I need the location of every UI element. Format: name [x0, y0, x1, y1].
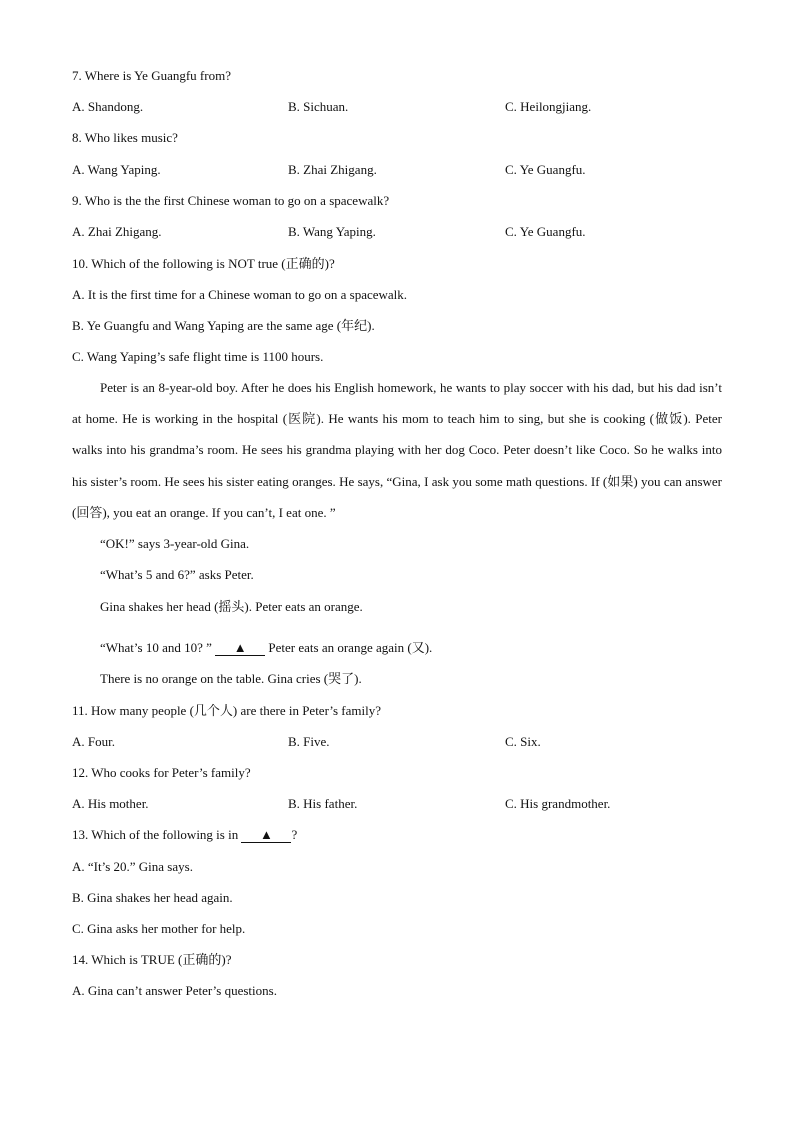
passage-line-2: “What’s 5 and 6?” asks Peter.	[100, 567, 254, 582]
question-14: 14. Which is TRUE (正确的)?	[72, 952, 232, 967]
q10-option-b: B. Ye Guangfu and Wang Yaping are the same age (年纪).	[72, 318, 375, 333]
question-10: 10. Which of the following is NOT true (正确的)?	[72, 256, 335, 271]
q9-option-c: C. Ye Guangfu.	[505, 224, 586, 239]
q13-option-b: B. Gina shakes her head again.	[72, 890, 233, 905]
q8-option-c: C. Ye Guangfu.	[505, 162, 586, 177]
q7-option-c: C. Heilongjiang.	[505, 99, 592, 114]
q11-option-c: C. Six.	[505, 734, 541, 749]
q7-option-a: A. Shandong.	[72, 99, 144, 114]
passage-line-1: “OK!” says 3-year-old Gina.	[100, 536, 250, 551]
passage-paragraph: Peter is an 8-year-old boy. After he does his English homework, he wants to play soccer with his dad, but his dad isn’t at home. He is working in the hospital (医院). He wants his mom to teach him to sing, but she is cooking (做饭). Peter walks into his grandma’s room. He sees his grandma playing with her dog Coco. Peter doesn’t like Coco. So he walks into his sister’s room. He sees his sister eating oranges. He says, “Gina, I ask you some math questions. If (如果) you can answer (回答), you eat an orange. If you can’t, I eat one. ”	[72, 380, 722, 520]
answer-blank: ▲	[215, 641, 265, 656]
q14-option-a: A. Gina can’t answer Peter’s questions.	[72, 983, 277, 998]
q9-option-a: A. Zhai Zhigang.	[72, 224, 162, 239]
q8-option-b: B. Zhai Zhigang.	[288, 162, 377, 177]
q12-option-a: A. His mother.	[72, 796, 149, 811]
q12-option-b: B. His father.	[288, 796, 358, 811]
question-13	[72, 826, 297, 844]
passage-line-4	[100, 639, 432, 657]
question-7: 7. Where is Ye Guangfu from?	[72, 68, 231, 83]
passage-line-4-start: “What’s 10 and 10? ”	[100, 640, 212, 655]
q12-option-c: C. His grandmother.	[505, 796, 611, 811]
q8-option-a: A. Wang Yaping.	[72, 162, 161, 177]
q11-option-a: A. Four.	[72, 734, 115, 749]
q11-option-b: B. Five.	[288, 734, 330, 749]
q10-option-a: A. It is the first time for a Chinese woman to go on a spacewalk.	[72, 287, 408, 302]
question-11: 11. How many people (几个人) are there in Peter’s family?	[72, 703, 382, 718]
passage-line-5: There is no orange on the table. Gina cries (哭了).	[100, 671, 362, 686]
passage-line-4-end: Peter eats an orange again (又).	[268, 640, 433, 655]
question-13-text: 13. Which of the following is in	[72, 827, 239, 842]
question-9: 9. Who is the the first Chinese woman to go on a spacewalk?	[72, 193, 390, 208]
q13-option-c: C. Gina asks her mother for help.	[72, 921, 246, 936]
question-13-end: ?	[291, 827, 298, 842]
question-13-blank: ▲	[241, 828, 291, 843]
q9-option-b: B. Wang Yaping.	[288, 224, 376, 239]
q10-option-c: C. Wang Yaping’s safe flight time is 1100 hours.	[72, 349, 324, 364]
q13-option-a: A. “It’s 20.” Gina says.	[72, 859, 193, 874]
q7-option-b: B. Sichuan.	[288, 99, 349, 114]
question-12: 12. Who cooks for Peter’s family?	[72, 765, 251, 780]
question-8: 8. Who likes music?	[72, 130, 178, 145]
passage-line-3: Gina shakes her head (摇头). Peter eats an orange.	[100, 599, 363, 614]
